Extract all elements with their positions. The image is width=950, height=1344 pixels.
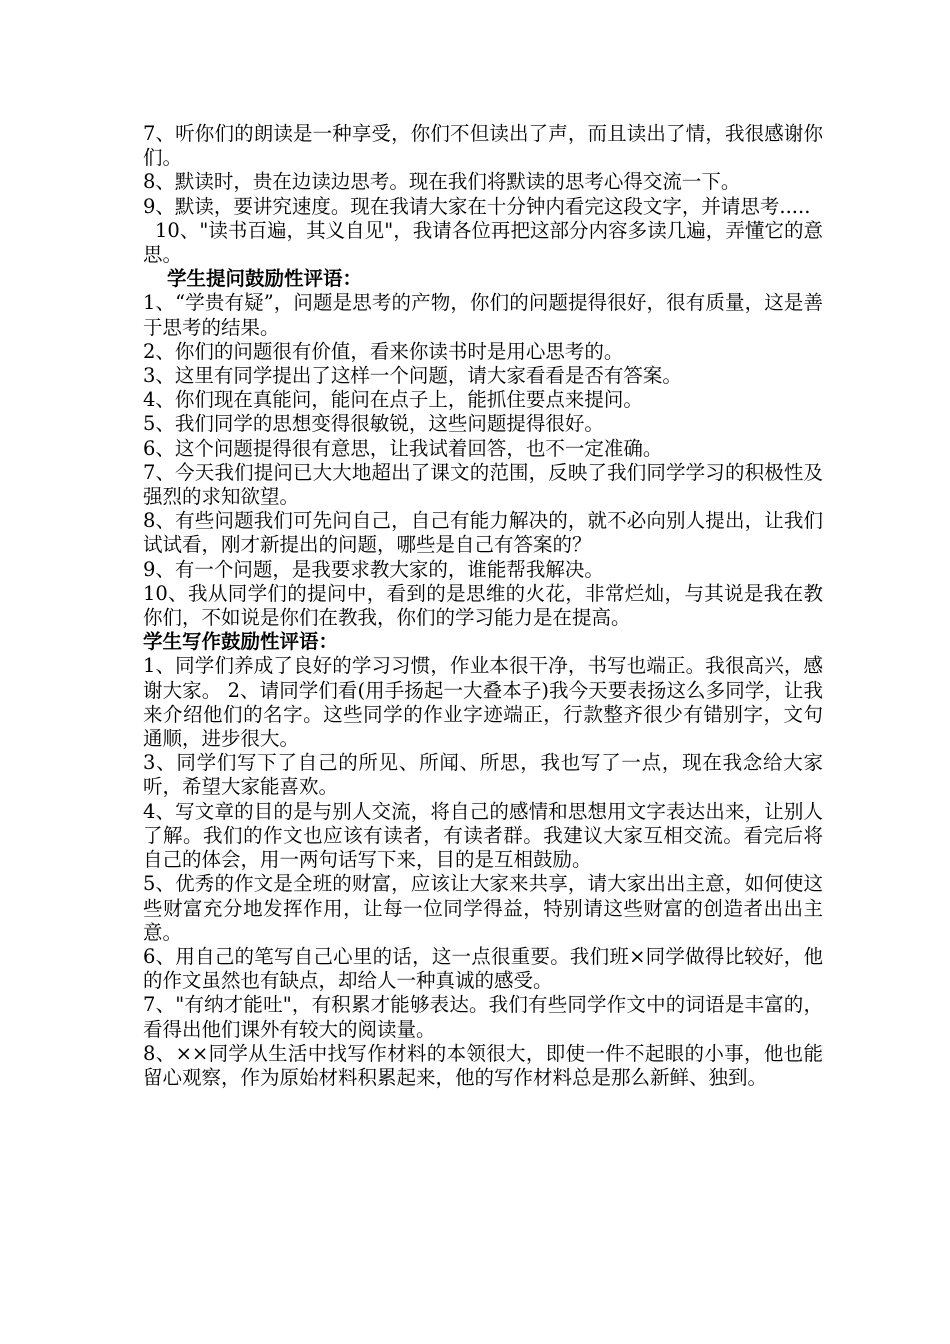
writing-item-7: 7、"有纳才能吐"，有积累才能够表达。我们有些同学作文中的词语是丰富的，看得出他们课外有较大的阅读量。 bbox=[143, 993, 823, 1041]
writing-item-1-2: 1、同学们养成了良好的学习习惯，作业本很干净，书写也端正。我很高兴，感谢大家。 2、请同学们看(用手扬起一大叠本子)我今天要表扬这么多同学，让我来介绍他们的名字。这些同学的作业字迹端正，行款整齐很少有错别字，文句通顺，进步很大。 bbox=[143, 654, 823, 751]
writing-item-8: 8、××同学从生活中找写作材料的本领很大，即使一件不起眼的小事，他也能留心观察，作为原始材料积累起来，他的写作材料总是那么新鲜、独到。 bbox=[143, 1041, 823, 1089]
question-item-5: 5、我们同学的思想变得很敏锐，这些问题提得很好。 bbox=[143, 412, 604, 436]
question-item-10: 10、我从同学们的提问中，看到的是思维的火花，非常烂灿，与其说是我在教你们，不如说是你们在教我，你们的学习能力是在提高。 bbox=[143, 581, 823, 630]
reading-item-7: 7、听你们的朗读是一种享受，你们不但读出了声，而且读出了情，我很感谢你们。 bbox=[143, 122, 823, 170]
writing-item-4: 4、写文章的目的是与别人交流，将自己的感情和思想用文字表达出来，让别人了解。我们的作文也应该有读者，有读者群。我建议大家互相交流。看完后将自己的体会，用一两句话写下来，目的是互相鼓励。 bbox=[143, 799, 823, 872]
question-item-9: 9、有一个问题，是我要求教大家的，谁能帮我解决。 bbox=[143, 557, 604, 581]
writing-section bbox=[143, 630, 823, 1090]
question-section bbox=[143, 267, 823, 630]
reading-item-8: 8、默读时，贵在边读边思考。现在我们将默读的思考心得交流一下。 bbox=[143, 170, 741, 194]
question-item-1: 1、“学贵有疑”，问题是思考的产物，你们的问题提得很好，很有质量，这是善于思考的结果。 bbox=[143, 291, 823, 339]
reading-item-10: 10、"读书百遍，其义自见"，我请各位再把这部分内容多读几遍，弄懂它的意思。 bbox=[143, 218, 823, 267]
reading-item-9: 9、默读，要讲究速度。现在我请大家在十分钟内看完这段文字，并请思考..... bbox=[143, 194, 811, 218]
question-item-8: 8、有些问题我们可先问自己，自己有能力解决的，就不必向别人提出，让我们试试看，刚才新提出的问题，哪些是自己有答案的？ bbox=[143, 509, 823, 557]
question-item-4: 4、你们现在真能问，能问在点子上，能抓住要点来提问。 bbox=[143, 388, 643, 412]
question-item-3: 3、这里有同学提出了这样一个问题，请大家看看是否有答案。 bbox=[143, 364, 682, 388]
document-page bbox=[143, 122, 823, 1090]
question-section-heading: 学生提问鼓励性评语： bbox=[167, 267, 363, 291]
writing-item-6: 6、用自己的笔写自己心里的话，这一点很重要。我们班×同学做得比较好，他的作文虽然也有缺点，却给人一种真诚的感受。 bbox=[143, 944, 823, 993]
question-item-6: 6、这个问题提得很有意思，让我试着回答，也不一定准确。 bbox=[143, 436, 663, 460]
writing-item-3: 3、同学们写下了自己的所见、所闻、所思，我也写了一点，现在我念给大家听，希望大家能喜欢。 bbox=[143, 751, 823, 799]
writing-item-5: 5、优秀的作文是全班的财富，应该让大家来共享，请大家出出主意，如何使这些财富充分地发挥作用，让每一位同学得益，特别请这些财富的创造者出出主意。 bbox=[143, 872, 823, 944]
reading-section bbox=[143, 122, 823, 267]
question-item-7: 7、今天我们提问已大大地超出了课文的范围，反映了我们同学学习的积极性及强烈的求知欲望。 bbox=[143, 460, 823, 509]
question-item-2: 2、你们的问题很有价值，看来你读书时是用心思考的。 bbox=[143, 339, 624, 363]
writing-section-heading: 学生写作鼓励性评语： bbox=[143, 630, 339, 654]
